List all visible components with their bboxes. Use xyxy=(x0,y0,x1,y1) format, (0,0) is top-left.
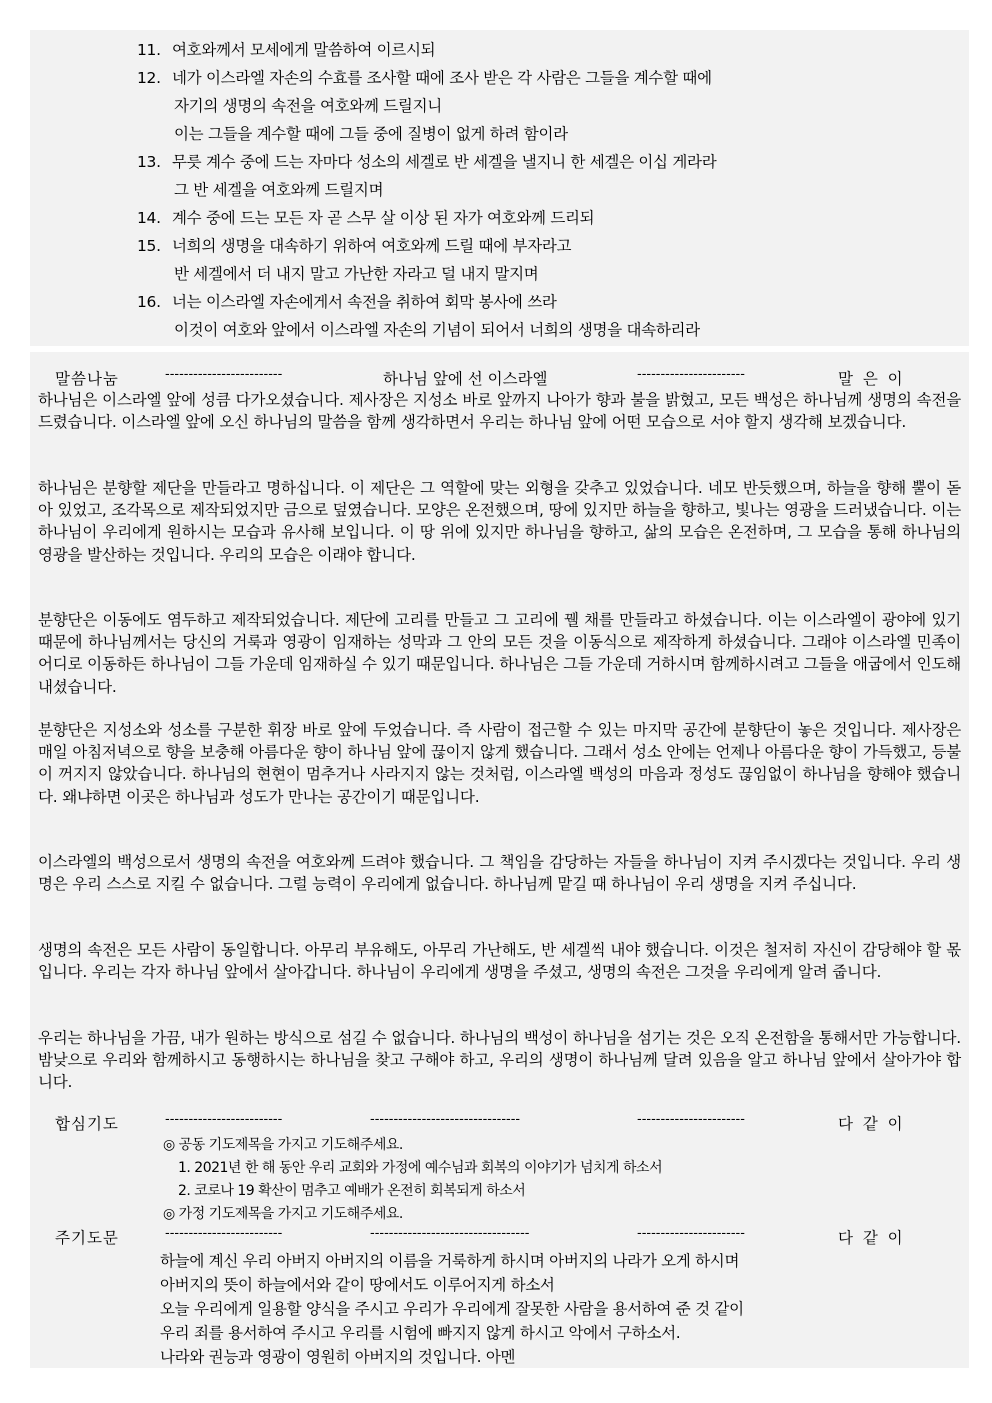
sermon-title: 하나님 앞에 선 이스라엘 xyxy=(383,370,548,388)
verse-text-continued: 반 세겔에서 더 내지 말고 가난한 자라고 덜 내지 말지며 xyxy=(174,265,539,283)
verse-13 xyxy=(137,150,716,172)
lords-prayer-line: 나라와 권능과 영광이 영원히 아버지의 것입니다. 아멘 xyxy=(160,1348,516,1366)
sermon-paragraph: 이스라엘의 백성으로서 생명의 속전을 여호와께 드려야 했습니다. 그 책임을 감당하는 자들을 하나님이 지켜 주시겠다는 것입니다. 우리 생명은 우리 스스로 지킬 수 없습니다. 그럴 능력이 우리에게 없습니다. 하나님께 맡길 때 하나님이 우리 생명을 지켜 주십니다. xyxy=(38,853,961,894)
sermon-paragraph: 우리는 하나님을 가끔, 내가 원하는 방식으로 섬길 수 없습니다. 하나님의 백성이 하나님을 섬기는 것은 오직 온전함을 통해서만 가능합니다. 밤낮으로 우리와 함께하시고 동행하시는 하나님을 찾고 구해야 하고, 우리의 생명이 하나님께 달려 있음을 알고 하나님 앞에서 살아가야 합니다. xyxy=(38,1029,961,1092)
header-divider: ----------------------- xyxy=(637,1112,745,1127)
verse-14 xyxy=(137,206,594,228)
verse-text: 무릇 계수 중에 드는 자마다 성소의 세겔로 반 세겔을 낼지니 한 세겔은 이십 게라라 xyxy=(172,153,717,171)
verse-number: 13. xyxy=(137,153,161,171)
sermon-paragraph: 하나님은 분향할 제단을 만들라고 명하십니다. 이 제단은 그 역할에 맞는 외형을 갖추고 있었습니다. 네모 반듯했으며, 하늘을 향해 뿔이 돋아 있었고, 조각목으로 제작되었지만 금으로 덮였습니다. 모양은 온전했으며, 땅에 있지만 하늘을 향하고, 빛나는 영광을 드러냈습니다. 이는 하나님이 우리에게 원하시는 모습과 유사해 보입니다. 이 땅 위에 있지만 하나님을 향하고, 삶의 모습은 온전하며, 그 모습을 통해 하나님의 영광을 발산하는 것입니다. 우리의 모습은 이래야 합니다. xyxy=(38,479,961,564)
verse-text: 계수 중에 드는 모든 자 곧 스무 살 이상 된 자가 여호와께 드리되 xyxy=(172,209,595,227)
sermon-paragraph: 하나님은 이스라엘 앞에 성큼 다가오셨습니다. 제사장은 지성소 바로 앞까지 나아가 향과 불을 밝혔고, 모든 백성은 하나님께 생명의 속전을 드렸습니다. 이스라엘 앞에 오신 하나님의 말씀을 함께 생각하면서 우리는 하나님 앞에 어떤 모습으로 서야 할지 생각해 보겠습니다. xyxy=(38,391,961,432)
verse-number: 16. xyxy=(137,293,161,311)
header-divider: -------------------------------- xyxy=(370,1112,521,1127)
verse-text: 여호와께서 모세에게 말씀하여 이르시되 xyxy=(172,41,436,59)
verse-text-continued: 이것이 여호와 앞에서 이스라엘 자손의 기념이 되어서 너희의 생명을 대속하리라 xyxy=(174,321,700,339)
lords-prayer-line: 아버지의 뜻이 하늘에서와 같이 땅에서도 이루어지게 하소서 xyxy=(160,1276,555,1294)
verse-text-continued: 이는 그들을 계수할 때에 그들 중에 질병이 없게 하려 함이라 xyxy=(174,125,568,143)
lords-prayer-leader: 다 같 이 xyxy=(838,1229,903,1247)
sermon-paragraph: 분향단은 지성소와 성소를 구분한 휘장 바로 앞에 두었습니다. 즉 사람이 접근할 수 있는 마지막 공간에 분향단이 놓은 것입니다. 제사장은 매일 아침저녁으로 향을 보충해 아름다운 향이 하나님 앞에 끊이지 않게 했습니다. 그래서 성소 안에는 언제나 아름다운 향이 가득했고, 등불이 꺼지지 않았습니다. 하나님의 현현이 멈추거나 사라지지 않는 것처럼, 이스라엘 백성의 마음과 정성도 끊임없이 하나님을 향해야 했습니다. 왜냐하면 이곳은 하나님과 성도가 만나는 공간이기 때문입니다. xyxy=(38,721,961,806)
prayer-label: 합심기도 xyxy=(55,1115,119,1133)
prayer-item: 1. 2021년 한 해 동안 우리 교회와 가정에 예수님과 회복의 이야기가 넘치게 하소서 xyxy=(178,1160,663,1176)
verse-text: 네가 이스라엘 자손의 수효를 조사할 때에 조사 받은 각 사람은 그들을 계수할 때에 xyxy=(172,69,712,87)
family-prayer-heading: ◎ 가정 기도제목을 가지고 기도해주세요. xyxy=(163,1206,403,1222)
sermon-leader: 말 은 이 xyxy=(838,370,903,388)
sermon-paragraph: 생명의 속전은 모든 사람이 동일합니다. 아무리 부유해도, 아무리 가난해도, 반 세겔씩 내야 했습니다. 이것은 철저히 자신이 감당해야 할 몫입니다. 우리는 각자 하나님 앞에서 살아갑니다. 하나님이 우리에게 생명을 주셨고, 생명의 속전은 그것을 우리에게 알려 줍니다. xyxy=(38,941,961,982)
verse-11 xyxy=(137,38,435,60)
header-divider: ----------------------- xyxy=(637,1226,745,1241)
verse-text: 너는 이스라엘 자손에게서 속전을 취하여 회막 봉사에 쓰라 xyxy=(172,293,557,311)
prayer-item: 2. 코로나 19 확산이 멈추고 예배가 온전히 회복되게 하소서 xyxy=(178,1183,526,1199)
verse-12 xyxy=(137,66,712,88)
verse-number: 14. xyxy=(137,209,161,227)
header-divider: ------------------------- xyxy=(165,1112,283,1127)
lords-prayer-line: 오늘 우리에게 일용할 양식을 주시고 우리가 우리에게 잘못한 사람을 용서하여 준 것 같이 xyxy=(160,1300,744,1318)
lords-prayer-line: 하늘에 계신 우리 아버지 아버지의 이름을 거룩하게 하시며 아버지의 나라가 오게 하시며 xyxy=(160,1252,740,1270)
verse-15 xyxy=(137,234,571,256)
verse-number: 11. xyxy=(137,41,161,59)
verse-text-continued: 그 반 세겔을 여호와께 드릴지며 xyxy=(174,181,384,199)
lords-prayer-line: 우리 죄를 용서하여 주시고 우리를 시험에 빠지지 않게 하시고 악에서 구하소서. xyxy=(160,1324,681,1342)
verse-text-continued: 자기의 생명의 속전을 여호와께 드릴지니 xyxy=(174,97,442,115)
verse-text: 너희의 생명을 대속하기 위하여 여호와께 드릴 때에 부자라고 xyxy=(172,237,572,255)
lords-prayer-label: 주기도문 xyxy=(55,1229,119,1247)
verse-number: 12. xyxy=(137,69,161,87)
header-divider: ---------------------------------- xyxy=(370,1226,530,1241)
verse-number: 15. xyxy=(137,237,161,255)
header-divider: ------------------------- xyxy=(165,1226,283,1241)
prayer-leader: 다 같 이 xyxy=(838,1115,903,1133)
sermon-paragraph: 분향단은 이동에도 염두하고 제작되었습니다. 제단에 고리를 만들고 그 고리에 꿸 채를 만들라고 하셨습니다. 이는 이스라엘이 광야에 있기 때문에 하나님께서는 당신의 거룩과 영광이 임재하는 성막과 그 안의 모든 것을 이동식으로 제작하게 하셨습니다. 그래야 이스라엘 민족이 어디로 이동하든 하나님이 그들 가운데 임재하실 수 있기 때문입니다. 하나님은 그들 가운데 거하시며 함께하시려고 그들을 애굽에서 인도해 내셨습니다. xyxy=(38,611,961,696)
verse-16 xyxy=(137,290,557,312)
common-prayer-heading: ◎ 공동 기도제목을 가지고 기도해주세요. xyxy=(163,1137,403,1153)
header-divider: ------------------------- xyxy=(165,367,283,382)
header-divider: ----------------------- xyxy=(637,367,745,382)
sermon-label: 말씀나눔 xyxy=(55,370,119,388)
